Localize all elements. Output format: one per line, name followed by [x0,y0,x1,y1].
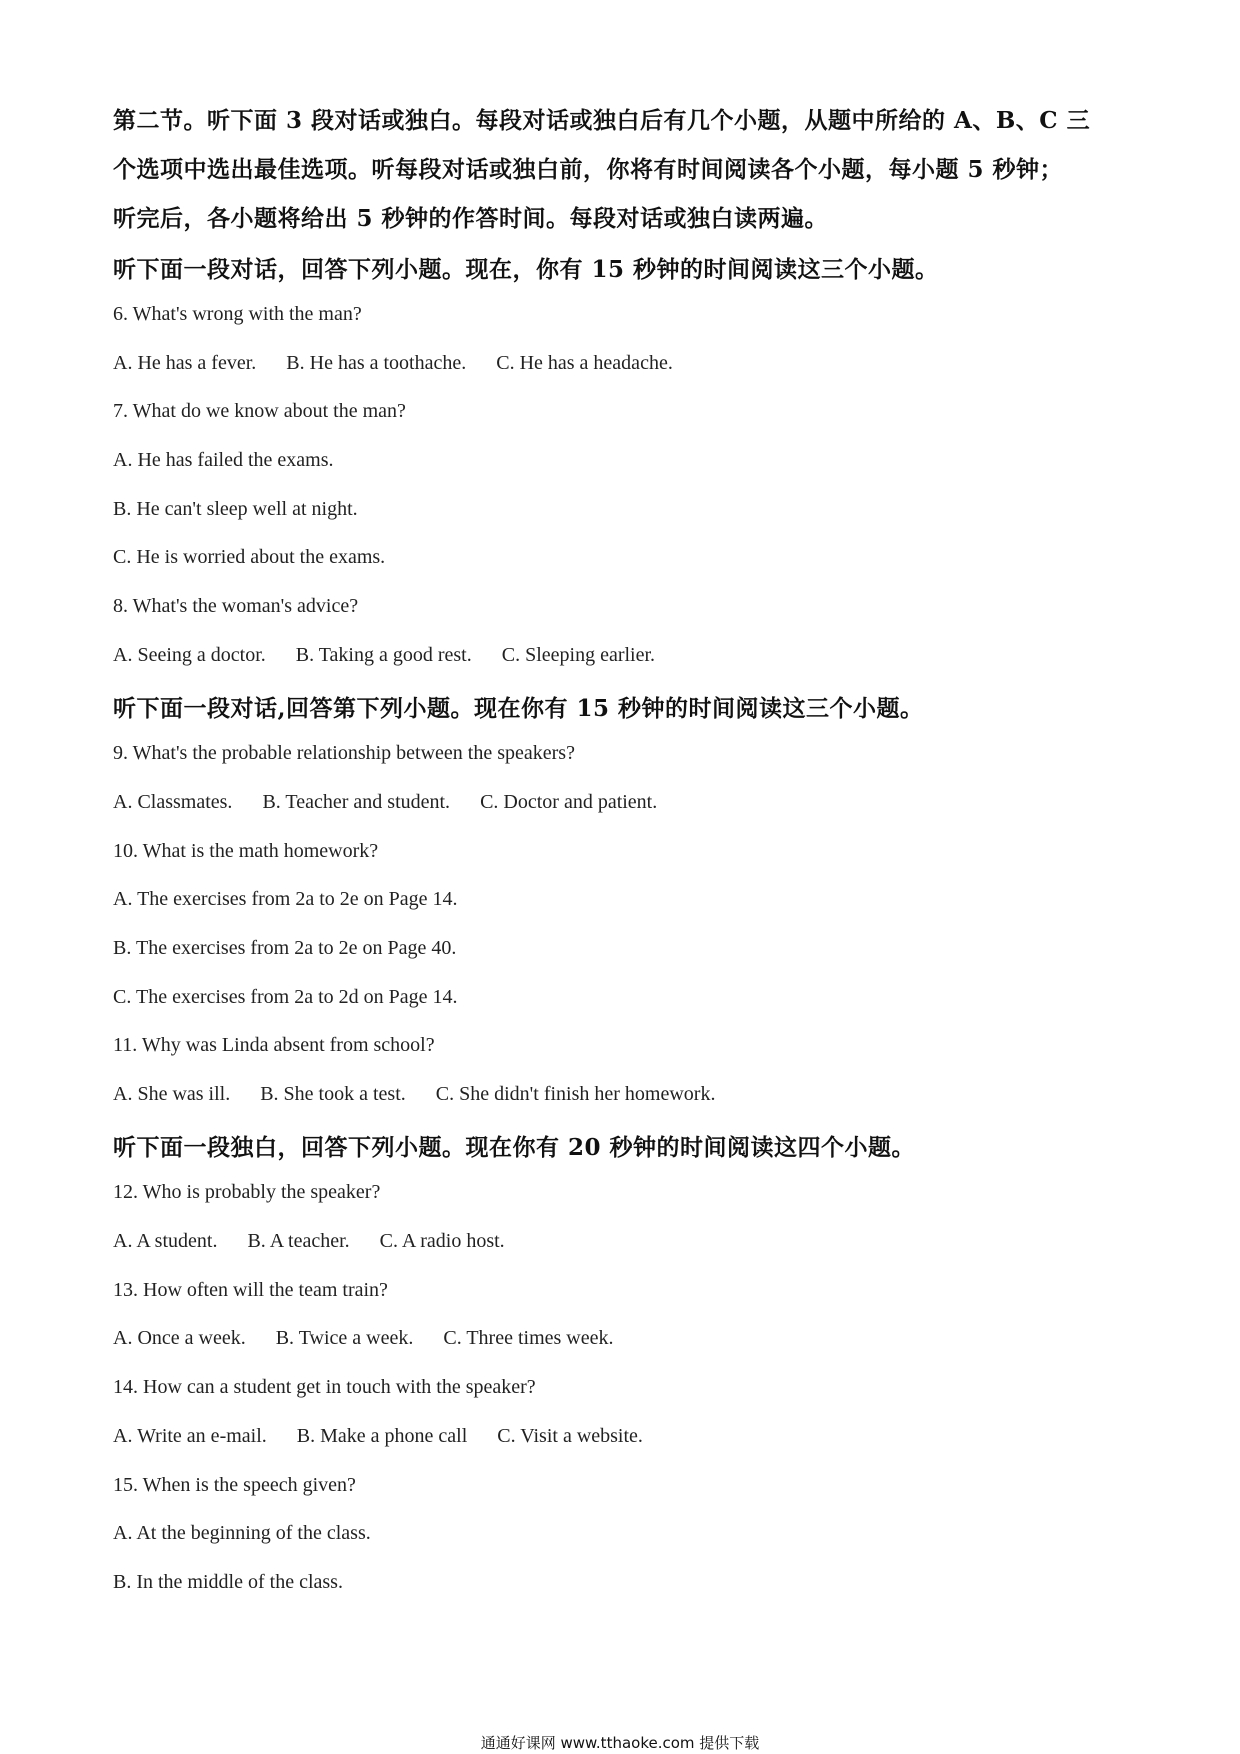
question-14-option-c[interactable]: C. Visit a website. [497,1425,643,1447]
section-instruction-line-3: 听完后，各小题将给出 5 秒钟的作答时间。每段对话或独白读两遍。 [113,205,829,232]
question-15-stem: 15. When is the speech given? [113,1474,356,1496]
question-7-option-b[interactable]: B. He can't sleep well at night. [113,498,358,520]
question-11-stem: 11. Why was Linda absent from school? [113,1034,435,1056]
question-13-stem: 13. How often will the team train? [113,1279,388,1301]
question-9-option-c[interactable]: C. Doctor and patient. [480,791,658,813]
question-6-options [113,352,703,375]
group-2-heading: 听下面一段对话,回答第下列小题。现在你有 15 秒钟的时间阅读这三个小题。 [113,695,924,722]
question-11-option-b[interactable]: B. She took a test. [260,1083,406,1105]
question-14-option-b[interactable]: B. Make a phone call [296,1425,468,1447]
question-14-option-a[interactable]: A. Write an e-mail. [113,1425,267,1447]
group-1-heading: 听下面一段对话，回答下列小题。现在，你有 15 秒钟的时间阅读这三个小题。 [113,256,939,283]
question-13-option-a[interactable]: A. Once a week. [113,1327,246,1349]
question-15-option-b[interactable]: B. In the middle of the class. [113,1571,343,1593]
question-9-options [113,791,687,814]
question-15-option-a[interactable]: A. At the beginning of the class. [113,1522,371,1544]
question-11-option-a[interactable]: A. She was ill. [113,1083,231,1105]
question-8-option-b[interactable]: B. Taking a good rest. [295,644,472,666]
question-12-option-c[interactable]: C. A radio host. [379,1230,505,1252]
question-12-option-b[interactable]: B. A teacher. [247,1230,350,1252]
question-8-options [113,644,685,667]
question-6-stem: 6. What's wrong with the man? [113,303,362,325]
question-8-option-a[interactable]: A. Seeing a doctor. [113,644,266,666]
question-7-option-c[interactable]: C. He is worried about the exams. [113,546,386,568]
question-7-stem: 7. What do we know about the man? [113,400,406,422]
question-12-option-a[interactable]: A. A student. [113,1230,218,1252]
question-12-options [113,1230,535,1253]
question-9-option-b[interactable]: B. Teacher and student. [262,791,451,813]
question-10-stem: 10. What is the math homework? [113,840,379,862]
question-9-option-a[interactable]: A. Classmates. [113,791,233,813]
question-10-option-c[interactable]: C. The exercises from 2a to 2d on Page 14. [113,986,458,1008]
question-11-option-c[interactable]: C. She didn't finish her homework. [435,1083,716,1105]
question-6-option-a[interactable]: A. He has a fever. [113,352,257,374]
question-12-stem: 12. Who is probably the speaker? [113,1181,381,1203]
question-13-options [113,1327,644,1350]
section-instruction-line-2: 个选项中选出最佳选项。听每段对话或独白前，你将有时间阅读各个小题，每小题 5 秒钟； [113,156,1064,183]
question-14-options [113,1425,673,1448]
question-13-option-c[interactable]: C. Three times week. [443,1327,614,1349]
section-instruction-line-1: 第二节。听下面 3 段对话或独白。每段对话或独白后有几个小题，从题中所给的 A、B、C 三 [113,107,1091,134]
question-9-stem: 9. What's the probable relationship between the speakers? [113,742,575,764]
question-7-option-a[interactable]: A. He has failed the exams. [113,449,334,471]
question-14-stem: 14. How can a student get in touch with the speaker? [113,1376,536,1398]
question-8-option-c[interactable]: C. Sleeping earlier. [501,644,656,666]
group-3-heading: 听下面一段独白，回答下列小题。现在你有 20 秒钟的时间阅读这四个小题。 [113,1134,916,1161]
page-footer: 通通好课网 www.tthaoke.com 提供下载 [480,1734,760,1752]
question-8-stem: 8. What's the woman's advice? [113,595,359,617]
question-6-option-c[interactable]: C. He has a headache. [496,352,673,374]
question-6-option-b[interactable]: B. He has a toothache. [286,352,467,374]
question-11-options [113,1083,745,1106]
question-13-option-b[interactable]: B. Twice a week. [275,1327,414,1349]
question-10-option-b[interactable]: B. The exercises from 2a to 2e on Page 40. [113,937,457,959]
question-10-option-a[interactable]: A. The exercises from 2a to 2e on Page 14. [113,888,458,910]
